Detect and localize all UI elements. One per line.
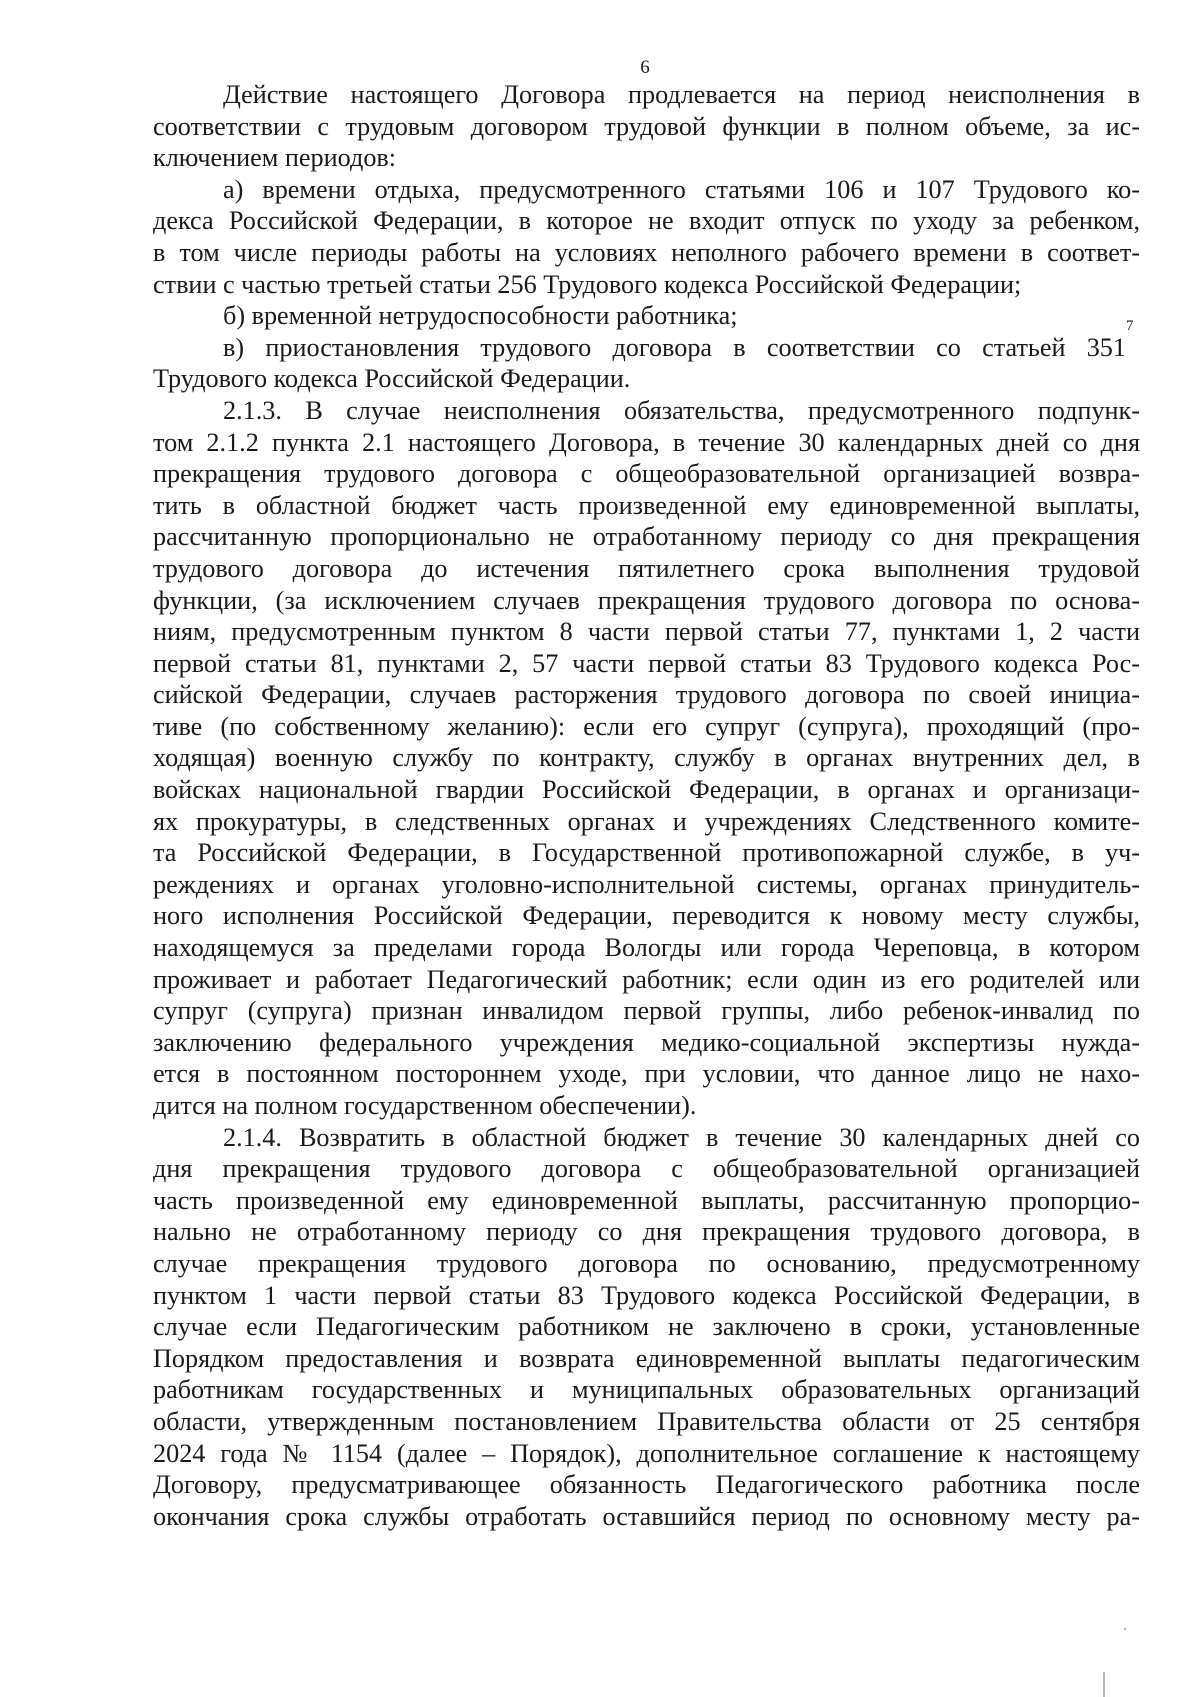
text-line-content: супруг (супруга) признан инвалидом первой группы, либо ребенок-инвалид по [153,996,1140,1026]
text-line-content: тиве (по собственному желанию): если его супруг (супруга), проходящий (про- [153,711,1140,741]
text-line [153,111,1140,143]
text-line [153,1469,1140,1501]
text-line [153,1501,1140,1533]
text-line-content: ется в постоянном постороннем уходе, при условии, что данное лицо не нахо- [153,1059,1140,1089]
text-line-content: б) временной нетрудоспособности работника; [223,301,738,331]
text-line [153,317,1140,364]
text-line-content: проживает и работает Педагогический работник; если один из его родителей или [153,964,1140,994]
text-line [153,837,1140,869]
text-line-content: ного исполнения Российской Федерации, переводится к новому месту службы, [153,901,1140,931]
text-line-content: ключением периодов: [153,143,397,173]
text-line [153,553,1140,585]
text-line-content: окончания срока службы отработать оставшийся период по основному месту ра- [153,1501,1140,1531]
text-line [153,742,1140,774]
text-line-content: войсках национальной гвардии Российской Федерации, в органах и организаци- [153,775,1140,805]
text-line-content: том 2.1.2 пункта 2.1 настоящего Договора, в течение 30 календарных дней со дня [153,427,1140,457]
document-body [153,79,1140,1532]
text-line [153,932,1140,964]
text-line [153,427,1140,459]
text-line-content: та Российской Федерации, в Государственной противопожарной службе, в уч- [153,838,1140,868]
text-line [153,900,1140,932]
text-line-content: трудового договора до истечения пятилетнего срока выполнения трудовой [153,553,1140,583]
text-line-content: ствии с частью третьей статьи 256 Трудового кодекса Российской Федерации; [153,269,1022,299]
text-line [153,648,1140,680]
text-line-content: Действие настоящего Договора продлевается на период неисполнения в [223,80,1140,109]
page-number: 6 [640,57,650,78]
text-line [153,142,1140,174]
text-line-content: находящемуся за пределами города Вологды или города Череповца, в котором [153,933,1140,963]
text-line [153,1122,1140,1154]
text-line-content: соответствии с трудовым договором трудовой функции в полном объеме, за ис- [153,111,1140,141]
text-line-content: 2.1.4. Возвратить в областной бюджет в течение 30 календарных дней со [223,1122,1140,1152]
text-line [153,1280,1140,1312]
text-line [153,774,1140,806]
text-line-content: работникам государственных и муниципальных образовательных организаций [153,1375,1140,1405]
text-line [153,1027,1140,1059]
scan-artifact [1103,1672,1105,1697]
text-line-content: рассчитанную пропорционально не отработанному периоду со дня прекращения [153,522,1140,552]
text-line-content: Договору, предусматривающее обязанность Педагогического работника после [153,1470,1140,1500]
text-line [153,205,1140,237]
text-line-content: ях прокуратуры, в следственных органах и учреждениях Следственного комите- [153,806,1140,836]
text-line [153,1153,1140,1185]
text-line-content: дня прекращения трудового договора с общеобразовательной организацией [153,1154,1140,1184]
text-line [153,711,1140,743]
text-line [153,869,1140,901]
text-line-content: ходящая) военную службу по контракту, службу в органах внутренних дел, в [153,743,1140,773]
text-line [153,1438,1140,1470]
text-line-content: тить в областной бюджет часть произведенной ему единовременной выплаты, [153,490,1140,520]
text-line-content: сийской Федерации, случаев расторжения трудового договора по своей инициа- [153,680,1140,710]
text-line-content: а) времени отдыха, предусмотренного статьями 106 и 107 Трудового ко- [223,174,1140,204]
text-line-content: часть произведенной ему единовременной выплаты, рассчитанную пропорцио- [153,1185,1140,1215]
text-line [153,995,1140,1027]
text-line [153,964,1140,996]
text-line [153,174,1140,206]
text-line-content: реждениях и органах уголовно-исполнительной системы, органах принудитель- [153,869,1140,899]
text-line [153,300,1140,332]
text-line [153,1185,1140,1217]
text-line-content: области, утвержденным постановлением Правительства области от 25 сентября [153,1406,1140,1436]
text-line [153,1248,1140,1280]
text-line-content: случае если Педагогическим работником не заключено в сроки, установленные [153,1312,1140,1342]
text-line [153,1406,1140,1438]
text-line [153,490,1140,522]
text-line [153,521,1140,553]
text-line-content: ниям, предусмотренным пунктом 8 части первой статьи 77, пунктами 1, 2 части [153,617,1140,647]
text-line-content: случае прекращения трудового договора по основанию, предусмотренному [153,1248,1140,1278]
text-line-content: нально не отработанному периоду со дня прекращения трудового договора, в [153,1217,1140,1247]
text-line [153,458,1140,490]
text-line [153,679,1140,711]
text-line [153,1090,1140,1122]
text-line [153,1216,1140,1248]
text-line-content: в том числе периоды работы на условиях неполного рабочего времени в соответ- [153,237,1140,267]
text-line [153,1343,1140,1375]
text-line [153,1058,1140,1090]
text-line [153,79,1140,111]
text-line [153,363,1140,395]
superscript-number: 7 [1126,317,1134,334]
text-line-content: Трудового кодекса Российской Федерации. [153,364,631,394]
text-line [153,237,1140,269]
text-line-content: в) приостановления трудового договора в соответствии со статьей 351 [223,332,1126,362]
text-line-content: функции, (за исключением случаев прекращения трудового договора по основа- [153,585,1140,615]
text-line-content: пунктом 1 части первой статьи 83 Трудового кодекса Российской Федерации, в [153,1280,1140,1310]
text-line [153,585,1140,617]
text-line-content: заключению федерального учреждения медико-социальной экспертизы нужда- [153,1027,1140,1057]
text-line [153,806,1140,838]
text-line [153,1374,1140,1406]
text-line [153,395,1140,427]
text-line [153,269,1140,301]
text-line-content: прекращения трудового договора с общеобразовательной организацией возвра- [153,459,1140,489]
scan-artifact [1124,1628,1126,1630]
text-line [153,616,1140,648]
text-line-content: декса Российской Федерации, в которое не входит отпуск по уходу за ребенком, [153,206,1140,236]
text-line-content: Порядком предоставления и возврата единовременной выплаты педагогическим [153,1343,1140,1373]
text-line-content: 2024 года № 1154 (далее – Порядок), дополнительное соглашение к настоящему [153,1438,1140,1468]
text-line-content: 2.1.3. В случае неисполнения обязательства, предусмотренного подпунк- [223,395,1140,425]
text-line-content: дится на полном государственном обеспечении). [153,1091,697,1120]
text-line-content: первой статьи 81, пунктами 2, 57 части первой статьи 83 Трудового кодекса Рос- [153,648,1140,678]
text-line [153,1311,1140,1343]
